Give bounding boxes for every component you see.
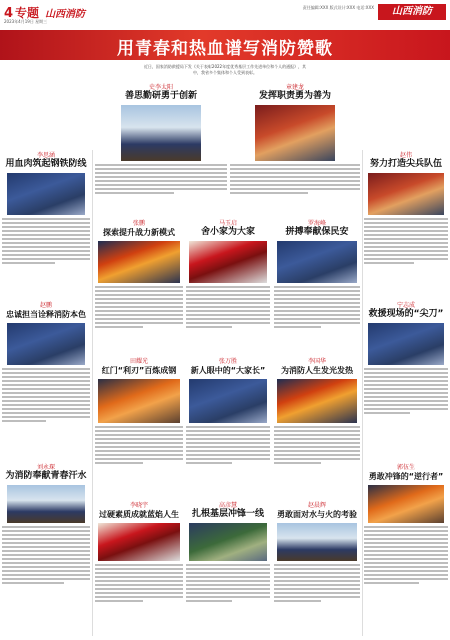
story-photo — [97, 378, 181, 424]
story-headline: 救援现场的“尖刀” — [368, 309, 444, 319]
person-name: 赵伟 — [399, 152, 412, 159]
editor-info: 责任编辑:XXX 版式设计:XXX 电话:XXX — [302, 5, 374, 10]
story-body — [230, 164, 360, 194]
story-card — [186, 218, 270, 330]
person-name: 赵鹏 — [39, 302, 52, 309]
column-divider — [362, 150, 363, 636]
story-headline: 忠诚担当诠释消防本色 — [6, 310, 86, 319]
story-card — [274, 356, 360, 466]
person-name: 罗海峰 — [307, 220, 326, 227]
story-card — [95, 356, 183, 466]
story-card — [364, 150, 448, 266]
story-photo — [276, 522, 358, 562]
column-divider — [92, 150, 93, 636]
story-headline: 用血肉筑起钢铁防线 — [5, 159, 87, 169]
story-body — [364, 218, 448, 264]
masthead — [0, 0, 450, 30]
story-headline: 新人眼中的“大家长” — [190, 366, 266, 375]
intro-text: 近日，国家消防救援局下发《关于表彰2022年度优秀基层工作先进单位和个人的通报》，其中，我省多个集体和个人受到表彰。 — [143, 64, 307, 75]
story-photo — [6, 172, 86, 216]
person-name: 马玉启 — [218, 220, 237, 227]
story-body — [95, 286, 183, 328]
person-name: 李思涵 — [36, 152, 55, 159]
story-body — [274, 564, 360, 602]
story-card — [364, 300, 448, 416]
person-name: 章建龙 — [285, 84, 304, 91]
paper-name-small: 山西消防 — [45, 9, 86, 20]
person-name: 赵晨辉 — [307, 502, 326, 509]
story-headline: 探索提升战力新模式 — [103, 228, 175, 237]
story-body — [95, 426, 183, 464]
story-body — [186, 426, 270, 464]
story-headline: 过硬素质成就蓝焰人生 — [99, 510, 179, 519]
story-card — [274, 218, 360, 330]
story-photo — [367, 172, 445, 216]
story-card — [230, 82, 360, 196]
story-headline: 舍小家为大家 — [200, 227, 255, 237]
story-body — [95, 564, 183, 602]
story-headline: 拼搏奉献保民安 — [285, 227, 349, 237]
story-card — [186, 356, 270, 466]
story-body — [95, 164, 227, 194]
story-card — [274, 500, 360, 604]
person-name: 田耀光 — [129, 358, 148, 365]
story-photo — [97, 240, 181, 284]
story-headline: 善思勤研勇于创新 — [124, 91, 197, 101]
story-card — [95, 500, 183, 604]
story-photo — [188, 378, 268, 424]
page-number: 4 — [4, 6, 14, 21]
story-body — [274, 286, 360, 328]
story-card — [2, 150, 90, 266]
story-body — [186, 286, 270, 328]
person-name: 高彦慧 — [218, 502, 237, 509]
story-photo — [120, 104, 202, 162]
story-body — [274, 426, 360, 464]
story-headline: 扎根基层冲锋一线 — [191, 509, 264, 519]
story-body — [2, 526, 90, 584]
paper-logo: 山西消防 — [378, 4, 446, 20]
story-headline: 为消防人生发光发热 — [281, 366, 353, 375]
story-headline: 努力打造尖兵队伍 — [369, 159, 442, 169]
person-name: 李晓宇 — [129, 502, 148, 509]
title-banner — [0, 30, 450, 60]
story-headline: 为消防奉献青春汗水 — [5, 471, 87, 481]
person-name: 史李太阳 — [148, 84, 173, 91]
story-photo — [6, 322, 86, 366]
story-photo — [188, 240, 268, 284]
story-photo — [276, 378, 358, 424]
story-card — [95, 218, 183, 330]
story-photo — [367, 484, 445, 524]
story-body — [186, 564, 270, 602]
issue-date: 2023年4月19日 星期三 — [4, 19, 48, 24]
person-name: 李国华 — [307, 358, 326, 365]
person-name: 郭伍生 — [396, 464, 415, 471]
story-photo — [254, 104, 336, 162]
story-card — [2, 300, 90, 424]
person-name: 刘永琛 — [36, 464, 55, 471]
page-title: 用青春和热血谱写消防赞歌 — [117, 39, 333, 59]
story-card — [95, 82, 227, 196]
story-body — [2, 218, 90, 264]
story-photo — [276, 240, 358, 284]
person-name: 宁志成 — [396, 302, 415, 309]
story-photo — [6, 484, 86, 524]
story-photo — [97, 522, 181, 562]
story-headline: 勇敢面对水与火的考验 — [277, 510, 357, 519]
story-card — [2, 462, 90, 586]
story-headline: 发挥职责勇为善为 — [258, 91, 331, 101]
story-headline: 勇敢冲锋的“逆行者” — [368, 472, 444, 481]
section-name: 专题 — [15, 6, 40, 20]
story-photo — [188, 522, 268, 562]
story-body — [364, 526, 448, 584]
story-card — [186, 500, 270, 604]
story-photo — [367, 322, 445, 366]
person-name: 张万胜 — [218, 358, 237, 365]
person-name: 张鹏 — [132, 220, 145, 227]
story-headline: 红门“利刃”百炼成钢 — [101, 366, 177, 375]
story-card — [364, 462, 448, 586]
story-body — [2, 368, 90, 422]
story-body — [364, 368, 448, 414]
